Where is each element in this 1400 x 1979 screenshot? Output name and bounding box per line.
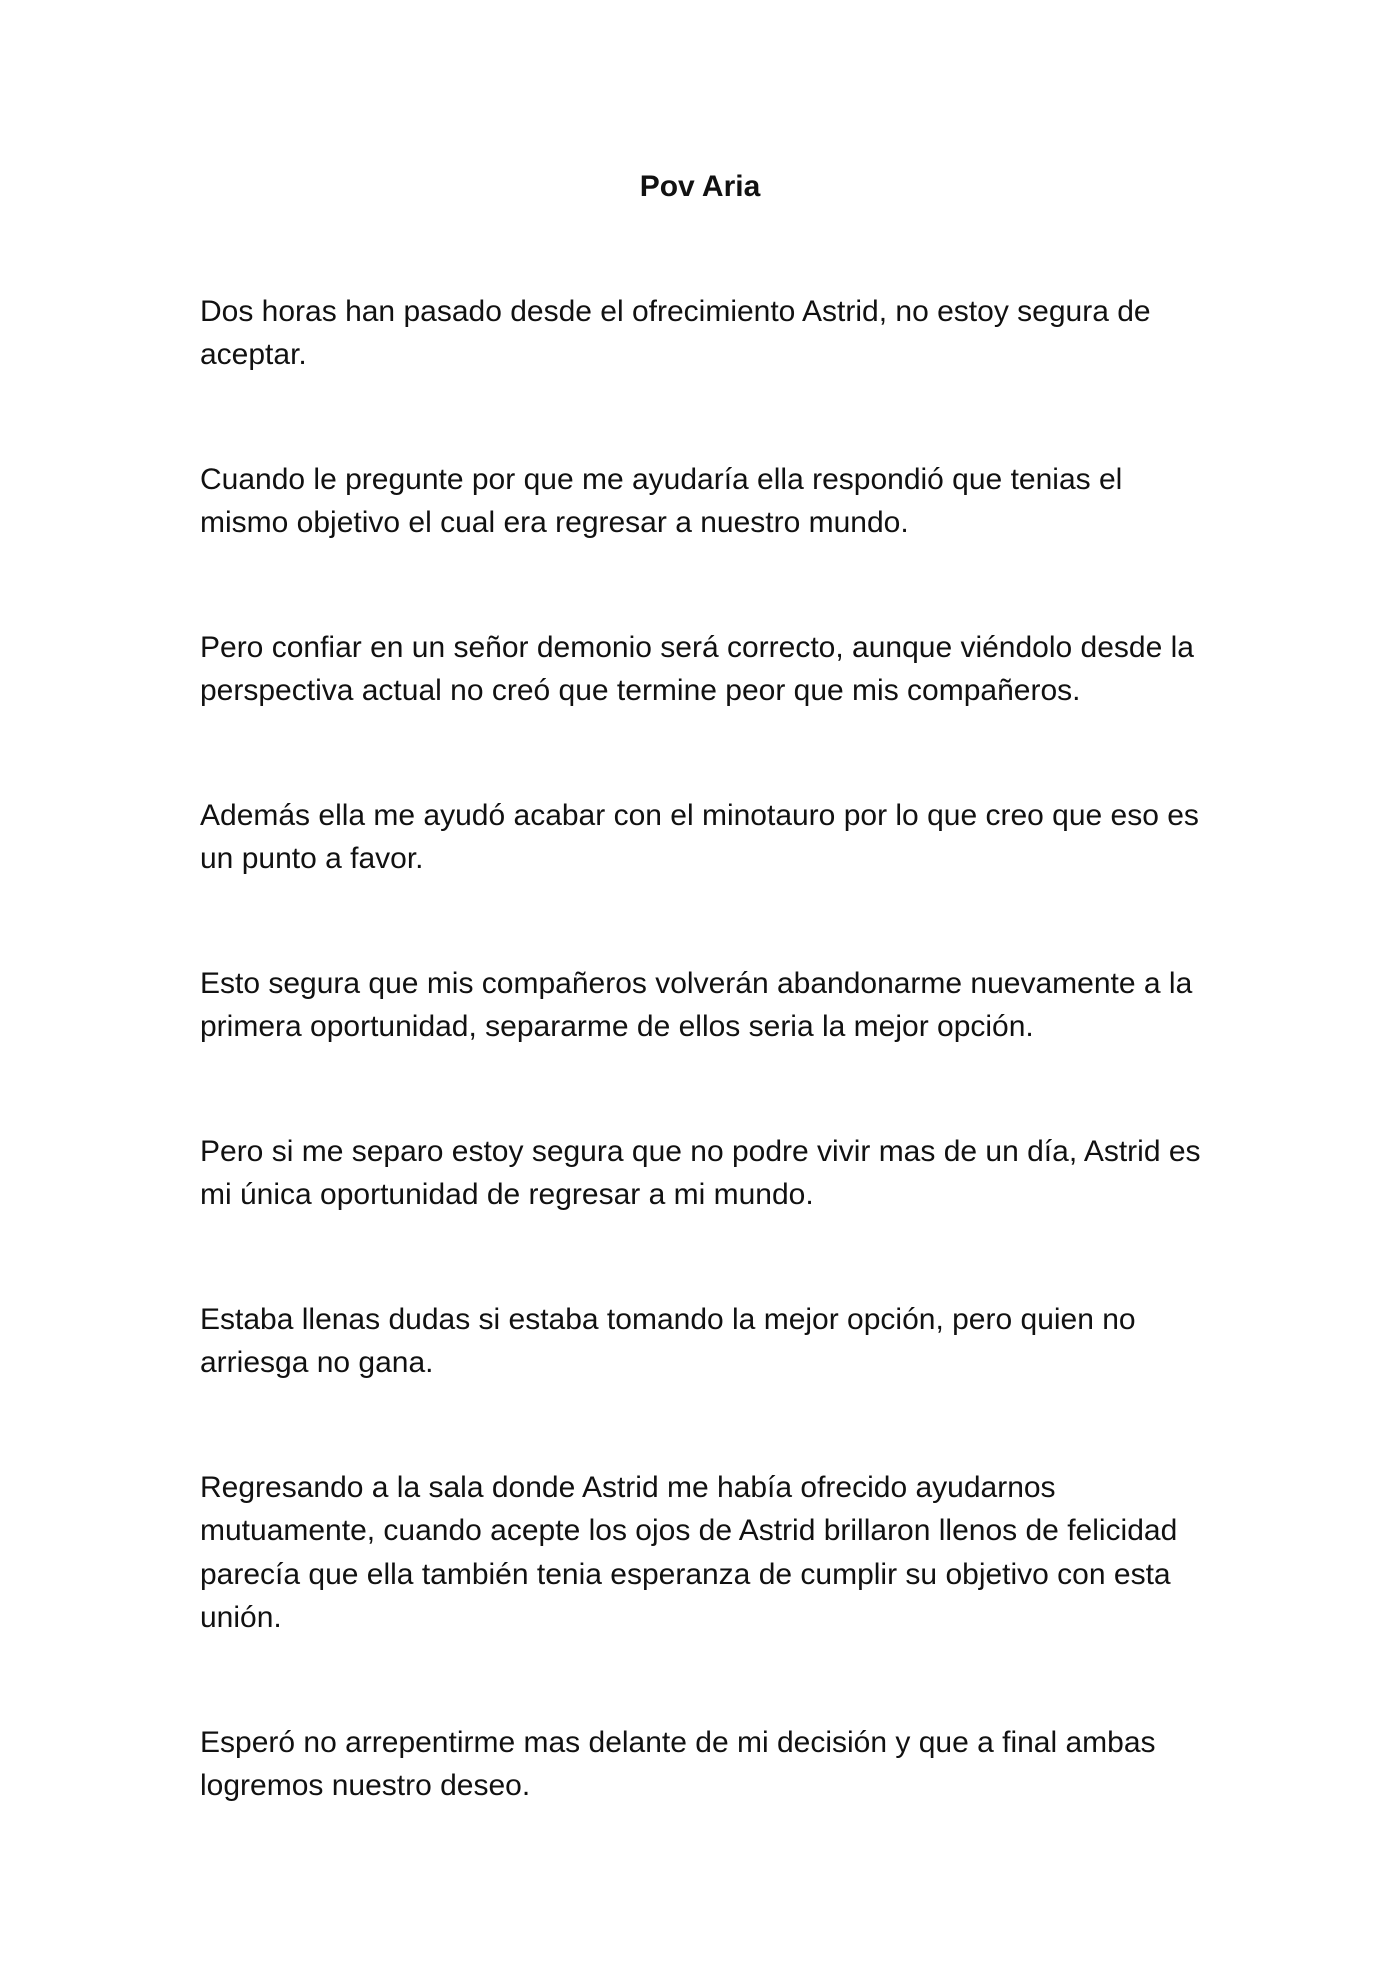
text-line: Regresando a la sala donde Astrid me había ofrecido ayudarnos [200,1470,1056,1504]
paragraph [200,1298,1300,1385]
text-line: parecía que ella también tenia esperanza de cumplir su objetivo con esta [200,1557,1171,1591]
text-line: aceptar. [200,338,307,371]
text-line: arriesga no gana. [200,1346,434,1379]
text-line: unión. [200,1601,282,1634]
text-line: perspectiva actual no creó que termine peor que mis compañeros. [200,674,1081,707]
paragraph [200,1130,1300,1217]
text-line: Estaba llenas dudas si estaba tomando la mejor opción, pero quien no [200,1302,1136,1336]
paragraph [200,794,1300,881]
text-line: Pero confiar en un señor demonio será correcto, aunque viéndolo desde la [200,630,1194,664]
text-line: un punto a favor. [200,842,424,875]
paragraph [200,1721,1300,1808]
text-line: Además ella me ayudó acabar con el minotauro por lo que creo que eso es [200,798,1199,832]
text-line: Esto segura que mis compañeros volverán abandonarme nuevamente a la [200,966,1193,1000]
text-line: Dos horas han pasado desde el ofrecimiento Astrid, no estoy segura de [200,294,1151,328]
paragraph [200,626,1300,713]
text-line: primera oportunidad, separarme de ellos seria la mejor opción. [200,1010,1034,1043]
text-line: logremos nuestro deseo. [200,1769,531,1802]
text-line: mi única oportunidad de regresar a mi mundo. [200,1178,814,1211]
text-line: Pero si me separo estoy segura que no podre vivir mas de un día, Astrid es [200,1134,1201,1168]
paragraph [200,290,1300,377]
paragraph [200,1466,1300,1640]
paragraph [200,458,1300,545]
document-body [200,290,1300,1808]
text-line: mismo objetivo el cual era regresar a nuestro mundo. [200,506,909,539]
text-line: Cuando le pregunte por que me ayudaría ella respondió que tenias el [200,462,1123,496]
text-line: Esperó no arrepentirme mas delante de mi decisión y que a final ambas [200,1725,1156,1759]
text-line: mutuamente, cuando acepte los ojos de Astrid brillaron llenos de felicidad [200,1514,1178,1547]
page-title: Pov Aria [639,170,761,203]
paragraph [200,962,1300,1049]
